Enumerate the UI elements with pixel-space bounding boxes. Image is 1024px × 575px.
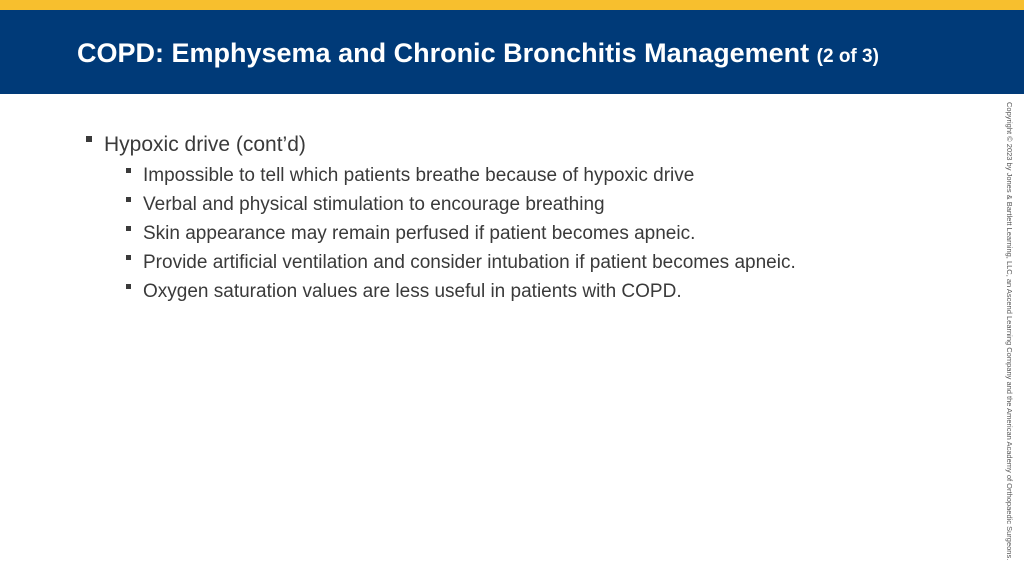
- slide-content: [86, 131, 966, 306]
- top-accent-stripe: [0, 0, 1024, 10]
- copyright-notice: Copyright © 2023 by Jones & Bartlett Learning, LLC, an Ascend Learning Company and the American Academy of Orthopaedic Surgeons.: [1005, 102, 1014, 561]
- sub-bullet-text: Provide artificial ventilation and consider intubation if patient becomes apneic.: [143, 252, 796, 273]
- square-bullet-icon: [126, 255, 131, 260]
- sub-bullet-item: [126, 248, 966, 277]
- sub-bullet-item: [126, 190, 966, 219]
- sub-bullet-item: [126, 219, 966, 248]
- bullet-level1-text: Hypoxic drive (cont’d): [104, 133, 306, 156]
- sub-bullet-text: Impossible to tell which patients breathe because of hypoxic drive: [143, 165, 695, 186]
- square-bullet-icon: [86, 136, 92, 142]
- sub-bullet-item: [126, 161, 966, 190]
- sub-bullet-text: Skin appearance may remain perfused if patient becomes apneic.: [143, 223, 696, 244]
- square-bullet-icon: [126, 197, 131, 202]
- slide-title: [77, 37, 879, 73]
- sub-bullet-list: [86, 161, 966, 306]
- sub-bullet-text: Verbal and physical stimulation to encourage breathing: [143, 194, 605, 215]
- sub-bullet-text: Oxygen saturation values are less useful in patients with COPD.: [143, 281, 682, 302]
- slide-title-text: COPD: Emphysema and Chronic Bronchitis Management: [77, 38, 810, 68]
- sub-bullet-item: [126, 277, 966, 306]
- square-bullet-icon: [126, 284, 131, 289]
- square-bullet-icon: [126, 168, 131, 173]
- square-bullet-icon: [126, 226, 131, 231]
- slide-title-suffix: (2 of 3): [816, 46, 879, 67]
- bullet-level1: [86, 131, 966, 159]
